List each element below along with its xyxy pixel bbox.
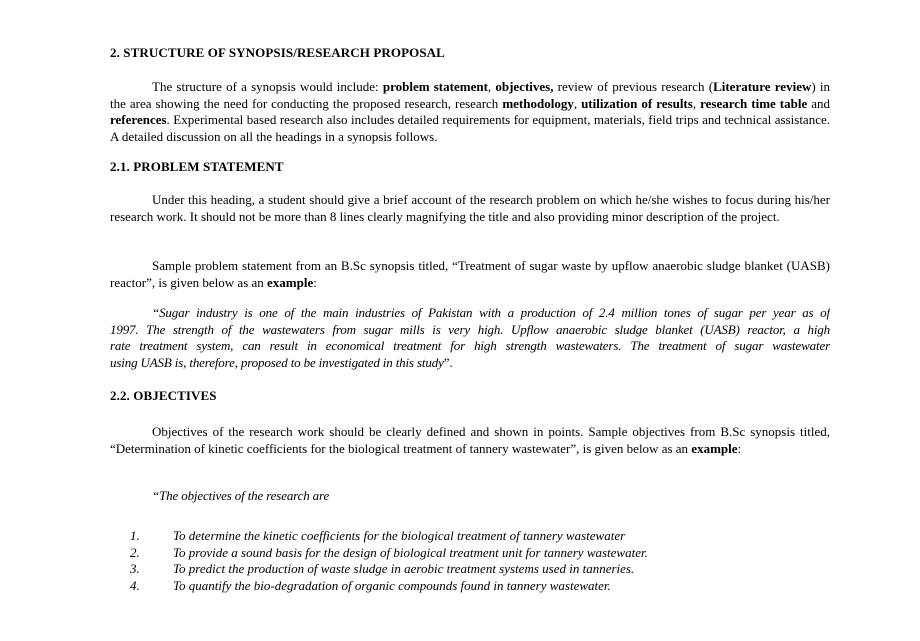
bold-term: methodology <box>502 95 574 111</box>
objectives-list <box>110 528 830 594</box>
list-number: 4. <box>130 577 140 593</box>
text-run: Objectives of the research work should be clearly defined and shown in points. Sample objectives from B.Sc synopsis titled, “Determination of kinetic coefficients for the biological treatment of tannery wastewater”, is given below as an <box>110 424 830 456</box>
section-heading-structure: 2. STRUCTURE OF SYNOPSIS/RESEARCH PROPOSAL <box>110 45 445 60</box>
bold-term: example <box>267 274 314 290</box>
text-run: , <box>692 95 701 111</box>
text-run: review of previous research ( <box>553 79 714 94</box>
list-item <box>110 528 830 545</box>
section-heading-objectives: 2.2. OBJECTIVES <box>110 388 217 403</box>
list-item <box>110 578 830 595</box>
text-run: ) in the area showing the need for conducting the proposed research, research <box>110 79 830 111</box>
quote-line: rate treatment system, can result in economical treatment for high strength wastewaters. The treatment of sugar wastewater <box>110 338 830 353</box>
bold-term: references <box>110 112 167 127</box>
text-run: . Experimental based research also includes detailed requirements for equipment, materials, field trips and technical assistance. A detailed discussion on all the headings in a synopsis follows. <box>110 112 830 144</box>
bold-term: problem statement <box>382 79 488 94</box>
text-run: The structure of a synopsis would include: <box>152 79 383 94</box>
quote-close: ”. <box>443 354 453 370</box>
quote-text: using UASB is, therefore, proposed to be investigated in this study <box>110 354 444 370</box>
text-run: : <box>737 440 742 456</box>
text-run: and <box>807 95 831 111</box>
quote-line: “Sugar industry is one of the main industries of Pakistan with a production of 2.4 million tones of sugar per year as of <box>152 305 830 320</box>
list-number: 3. <box>130 561 140 576</box>
list-text: To predict the production of waste sludge in aerobic treatment systems used in tanneries. <box>173 561 635 576</box>
list-item <box>110 561 830 578</box>
quote-line: 1997. The strength of the wastewaters from sugar mills is very high. Upflow anaerobic sludge blanket (UASB) reactor, a high <box>110 321 830 337</box>
list-text: To quantify the bio-degradation of organic compounds found in tannery wastewater. <box>173 577 611 593</box>
bold-term: utilization of results <box>581 95 693 111</box>
bold-term: research time table <box>700 95 808 111</box>
bold-term: example <box>691 440 738 456</box>
list-text: To determine the kinetic coefficients for the biological treatment of tannery wastewater <box>173 528 626 543</box>
quote-objectives-intro: “The objectives of the research are <box>152 488 330 503</box>
list-item <box>110 545 830 562</box>
list-text: To provide a sound basis for the design of biological treatment unit for tannery wastewater. <box>173 544 648 560</box>
paragraph-sample-problem <box>110 258 830 291</box>
text-run: , <box>487 79 496 94</box>
paragraph-objectives <box>110 424 830 457</box>
section-heading-problem-statement: 2.1. PROBLEM STATEMENT <box>110 159 284 174</box>
paragraph-structure <box>110 79 830 145</box>
text-run: : <box>313 274 317 290</box>
bold-term: Literature review <box>713 79 812 94</box>
text-run: Sample problem statement from an B.Sc synopsis titled, “Treatment of sugar waste by upflow anaerobic sludge blanket (UASB) reactor”, is given below as an <box>110 258 830 290</box>
quote-line <box>110 355 830 372</box>
list-number: 2. <box>130 544 140 560</box>
paragraph-problem-statement: Under this heading, a student should give a brief account of the research problem on which he/she wishes to focus during his/her research work. It should not be more than 8 lines clearly magnifying the title and also providing minor description of the project. <box>110 192 830 224</box>
quote-problem-statement <box>110 305 830 371</box>
text-run: , <box>573 95 582 111</box>
list-number: 1. <box>130 528 140 543</box>
bold-term: objectives, <box>495 79 554 94</box>
